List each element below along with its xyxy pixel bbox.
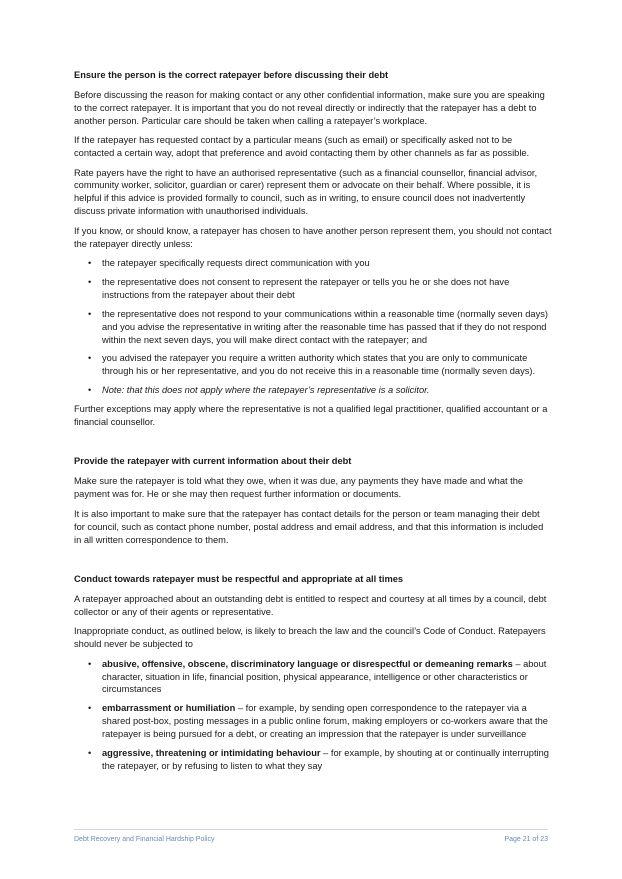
list-item	[74, 702, 552, 741]
bullet-icon: •	[88, 703, 92, 714]
list-item-text: – for example, by sending open correspondence to the ratepayer via a shared post-box, posting messages in a public online forum, making employers or co-workers aware that the ratepayer is being pursued for a debt, or creating an impression that the ratepayer is under surveillance	[102, 703, 548, 740]
paragraph: Make sure the ratepayer is told what they owe, when it was due, any payments they have made and what the payment was for. He or she may then request further information or documents.	[74, 476, 524, 500]
paragraph: Rate payers have the right to have an authorised representative (such as a financial counsellor, financial advisor, community worker, solicitor, guardian or carer) represent them or advocate on their behalf. Where possible, it is helpful if this advice is provided formally to council, such as in writing, to ensure council does not inadvertently discuss private information with unauthorised individuals.	[74, 167, 538, 217]
section-spacer	[74, 553, 552, 573]
bullet-list	[74, 658, 552, 773]
section-heading-respectful-conduct: Conduct towards ratepayer must be respectful and appropriate at all times	[74, 573, 404, 584]
bullet-icon: •	[88, 748, 92, 759]
list-item	[74, 384, 552, 397]
list-item-text: the representative does not respond to your communications within a reasonable time (normally seven days) and you advise the representative in writing after the reasonable time has passed that if they do not respond within the next seven days, you will make direct contact with the ratepayer; and	[102, 308, 548, 345]
list-item	[74, 308, 552, 347]
bullet-icon: •	[88, 276, 92, 287]
bullet-icon: •	[88, 385, 92, 396]
page-content	[74, 69, 552, 779]
paragraph: Further exceptions may apply where the representative is not a qualified legal practitioner, qualified accountant or a financial counsellor.	[74, 404, 548, 428]
list-item-text: – for example, by shouting at or continually interrupting the ratepayer, or by refusing to listen to what they say	[102, 748, 549, 771]
section-heading-correct-ratepayer: Ensure the person is the correct ratepayer before discussing their debt	[74, 70, 389, 80]
paragraph: A ratepayer approached about an outstanding debt is entitled to respect and courtesy at all times by a council, debt collector or any of their agents or representative.	[74, 593, 547, 617]
paragraph: Before discussing the reason for making contact or any other confidential information, make sure you are speaking to the correct ratepayer. It is important that you do not reveal directly or indirectly that the ratepayer has a debt to another person. Particular care should be taken when calling a ratepayer’s workplace.	[74, 90, 545, 126]
list-item-text: the ratepayer specifically requests direct communication with you	[102, 257, 370, 268]
list-item-text: – about character, situation in life, financial position, physical appearance, intelligence or other characteristics or circumstances	[102, 658, 547, 695]
paragraph: If you know, or should know, a ratepayer has chosen to have another person represent them, you should not contact the ratepayer directly unless:	[74, 225, 552, 249]
bullet-list	[74, 257, 552, 397]
list-item-text: you advised the ratepayer you require a written authority which states that you are only to communicate through his or her representative, and you do not receive this in a reasonable time (normally seven days).	[102, 353, 536, 377]
list-item	[74, 658, 552, 697]
bullet-icon: •	[88, 658, 92, 669]
paragraph: It is also important to make sure that the ratepayer has contact details for the person or team managing their debt for council, such as contact phone number, postal address and email address, and that this information is included in all written correspondence to them.	[74, 508, 544, 545]
list-item-bold: aggressive, threatening or intimidating behaviour	[102, 748, 321, 759]
list-item	[74, 352, 552, 378]
bullet-icon: •	[88, 257, 92, 268]
list-item-bold: embarrassment or humiliation	[102, 703, 236, 714]
list-item	[74, 276, 552, 302]
note-text: Note: that this does not apply where the ratepayer’s representative is a solicitor.	[102, 385, 430, 396]
section-heading-current-information: Provide the ratepayer with current information about their debt	[74, 456, 352, 467]
list-item-bold: abusive, offensive, obscene, discriminatory language or disrespectful or demeaning remarks	[102, 658, 513, 669]
footer-page-number: Page 21 of 23	[504, 836, 548, 843]
paragraph: If the ratepayer has requested contact by a particular means (such as email) or specifically asked not to be contacted a certain way, adopt that preference and avoid contacting them by other channels as far as possible.	[74, 135, 530, 159]
bullet-icon: •	[88, 353, 92, 364]
bullet-icon: •	[88, 308, 92, 319]
list-item	[74, 747, 552, 773]
paragraph: Inappropriate conduct, as outlined below, is likely to breach the law and the council’s Code of Conduct. Ratepayers should never be subjected to	[74, 626, 546, 650]
list-item	[74, 257, 552, 270]
page-footer	[74, 829, 548, 843]
list-item-text: the representative does not consent to represent the ratepayer or tells you he or she does not have instructions from the ratepayer about their debt	[102, 276, 510, 300]
section-spacer	[74, 435, 552, 455]
footer-document-title: Debt Recovery and Financial Hardship Policy	[74, 836, 215, 843]
